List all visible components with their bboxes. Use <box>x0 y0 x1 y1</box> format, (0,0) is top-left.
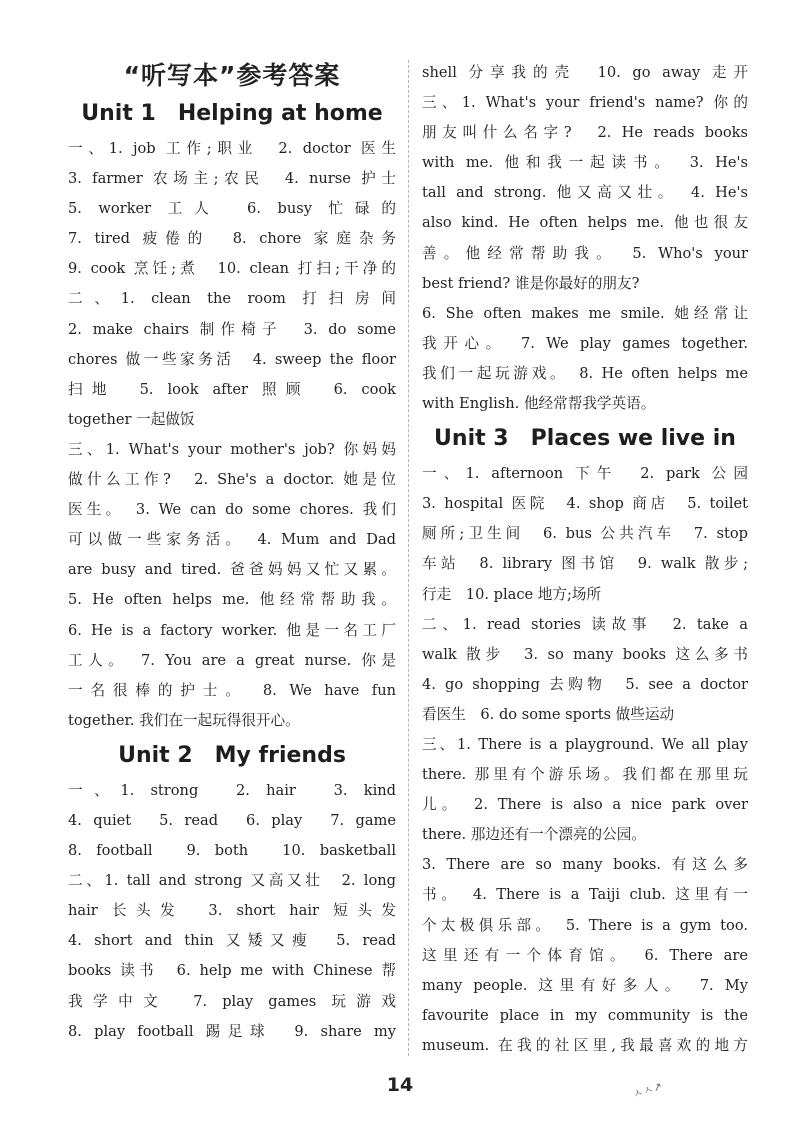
answer-line: 扫地 5. look after 照顾 6. cook <box>68 380 396 398</box>
answer-line: 4. quiet 5. read 6. play 7. game <box>68 811 396 829</box>
answer-line: shell 分享我的壳 10. go away 走开 <box>422 64 748 81</box>
unit-1-answers <box>68 134 396 736</box>
answer-line: there. 那边还有一个漂亮的公园。 <box>422 826 646 844</box>
answer-line: many people. 这里有好多人。 7. My <box>422 976 748 994</box>
unit-3-title: Unit 3 Places we live in <box>434 426 736 452</box>
answer-line: 一名很棒的护士。 8. We have fun <box>68 681 396 699</box>
answer-line: 4. short and thin 又矮又瘦 5. read <box>68 932 396 950</box>
answer-line: 工人。 7. You are a great nurse. 你是 <box>68 651 396 669</box>
answer-line: 三、1. What's your friend's name? 你的 <box>422 94 748 112</box>
answer-line: 8. football 9. both 10. basketball <box>68 842 396 860</box>
answer-line: 7. tired 疲倦的 8. chore 家庭杂务 <box>68 230 396 248</box>
page-title: “听写本”参考答案 <box>123 61 341 90</box>
answer-line: with me. 他和我一起读书。 3. He's <box>422 154 748 172</box>
column-divider <box>408 60 409 1056</box>
answer-line: 我学中文 7. play games 玩游戏 <box>68 992 396 1010</box>
unit-2-answers <box>68 776 396 1047</box>
answer-line: 6. He is a factory worker. 他是一名工厂 <box>68 621 396 639</box>
answer-line: 一、1. afternoon 下午 2. park 公园 <box>422 465 748 483</box>
answer-line: museum. 在我的社区里,我最喜欢的地方 <box>422 1036 748 1054</box>
answer-line: 2. make chairs 制作椅子 3. do some <box>68 320 396 338</box>
answer-line: there. 那里有个游乐场。我们都在那里玩 <box>422 766 748 784</box>
answer-line: with English. 他经常帮我学英语。 <box>422 395 656 413</box>
answer-line: 善。他经常帮助我。 5. Who's your <box>422 244 748 262</box>
answer-line: 医生。 3. We can do some chores. 我们 <box>68 501 396 519</box>
answer-line: 二、1. tall and strong 又高又壮 2. long <box>68 872 396 890</box>
answer-line: 可以做一些家务活。 4. Mum and Dad <box>68 531 396 549</box>
answer-line: 3. hospital 医院 4. shop 商店 5. toilet <box>422 495 748 513</box>
answer-line: 3. There are so many books. 有这么多 <box>422 856 748 874</box>
answer-line: 行走 10. place 地方;场所 <box>422 585 602 603</box>
page-number: 14 <box>386 1074 414 1096</box>
answer-line: 8. play football 踢足球 9. share my <box>68 1022 396 1040</box>
answer-line: also kind. He often helps me. 他也很友 <box>422 214 748 232</box>
unit-1-title: Unit 1 Helping at home <box>81 101 383 126</box>
answer-line: 一、1. strong 2. hair 3. kind <box>68 781 396 799</box>
answer-line: 二、1. read stories 读故事 2. take a <box>422 615 748 633</box>
answer-line: are busy and tired. 爸爸妈妈又忙又累。 <box>68 561 396 579</box>
left-column <box>68 58 396 1047</box>
answer-line: 我们一起玩游戏。 8. He often helps me <box>422 364 748 382</box>
unit-2-answers-continued <box>422 58 748 419</box>
answer-line: 5. worker 工人 6. busy 忙碌的 <box>68 200 396 218</box>
answer-line: 我开心。 7. We play games together. <box>422 334 748 352</box>
answer-line: walk 散步 3. so many books 这么多书 <box>422 645 748 663</box>
answer-line: together 一起做饭 <box>68 410 195 428</box>
answer-line: books 读书 6. help me with Chinese 帮 <box>68 962 396 980</box>
answer-line: 6. She often makes me smile. 她经常让 <box>422 304 748 322</box>
right-column <box>422 58 748 1061</box>
answer-line: 三、1. There is a playground. We all play <box>422 735 748 753</box>
answer-line: 朋友叫什么名字? 2. He reads books <box>422 124 748 142</box>
unit-3-answers <box>422 459 748 1061</box>
answer-line: 厕所;卫生间 6. bus 公共汽车 7. stop <box>422 525 748 543</box>
unit-2-title: Unit 2 My friends <box>118 742 346 768</box>
answer-line: 9. cook 烹饪;煮 10. clean 打扫;干净的 <box>68 260 396 278</box>
answer-line: tall and strong. 他又高又壮。 4. He's <box>422 184 748 202</box>
answer-line: best friend? 谁是你最好的朋友? <box>422 274 640 292</box>
answer-line: hair 长头发 3. short hair 短头发 <box>68 902 396 920</box>
answer-line: 这里还有一个体育馆。 6. There are <box>422 946 748 964</box>
answer-line: together. 我们在一起玩得很开心。 <box>68 711 300 729</box>
pencil-mark-icon: ㅅㅅ↗ <box>630 1079 664 1102</box>
answer-line: 二、1. clean the room 打扫房间 <box>68 290 396 308</box>
answer-line: 儿。 2. There is also a nice park over <box>422 796 748 814</box>
answer-line: 车站 8. library 图书馆 9. walk 散步; <box>422 555 748 573</box>
answer-line: 个太极俱乐部。 5. There is a gym too. <box>422 916 748 934</box>
answer-line: favourite place in my community is the <box>422 1006 748 1024</box>
answer-line: 3. farmer 农场主;农民 4. nurse 护士 <box>68 170 396 188</box>
answer-line: 5. He often helps me. 他经常帮助我。 <box>68 591 396 609</box>
answer-line: 一、1. job 工作;职业 2. doctor 医生 <box>68 140 396 157</box>
answer-line: chores 做一些家务活 4. sweep the floor <box>68 350 396 368</box>
answer-line: 看医生 6. do some sports 做些运动 <box>422 705 675 723</box>
answer-line: 书。 4. There is a Taiji club. 这里有一 <box>422 886 748 904</box>
answer-line: 做什么工作? 2. She's a doctor. 她是位 <box>68 471 396 489</box>
answer-line: 4. go shopping 去购物 5. see a doctor <box>422 675 748 693</box>
answer-line: 三、1. What's your mother's job? 你妈妈 <box>68 440 396 458</box>
